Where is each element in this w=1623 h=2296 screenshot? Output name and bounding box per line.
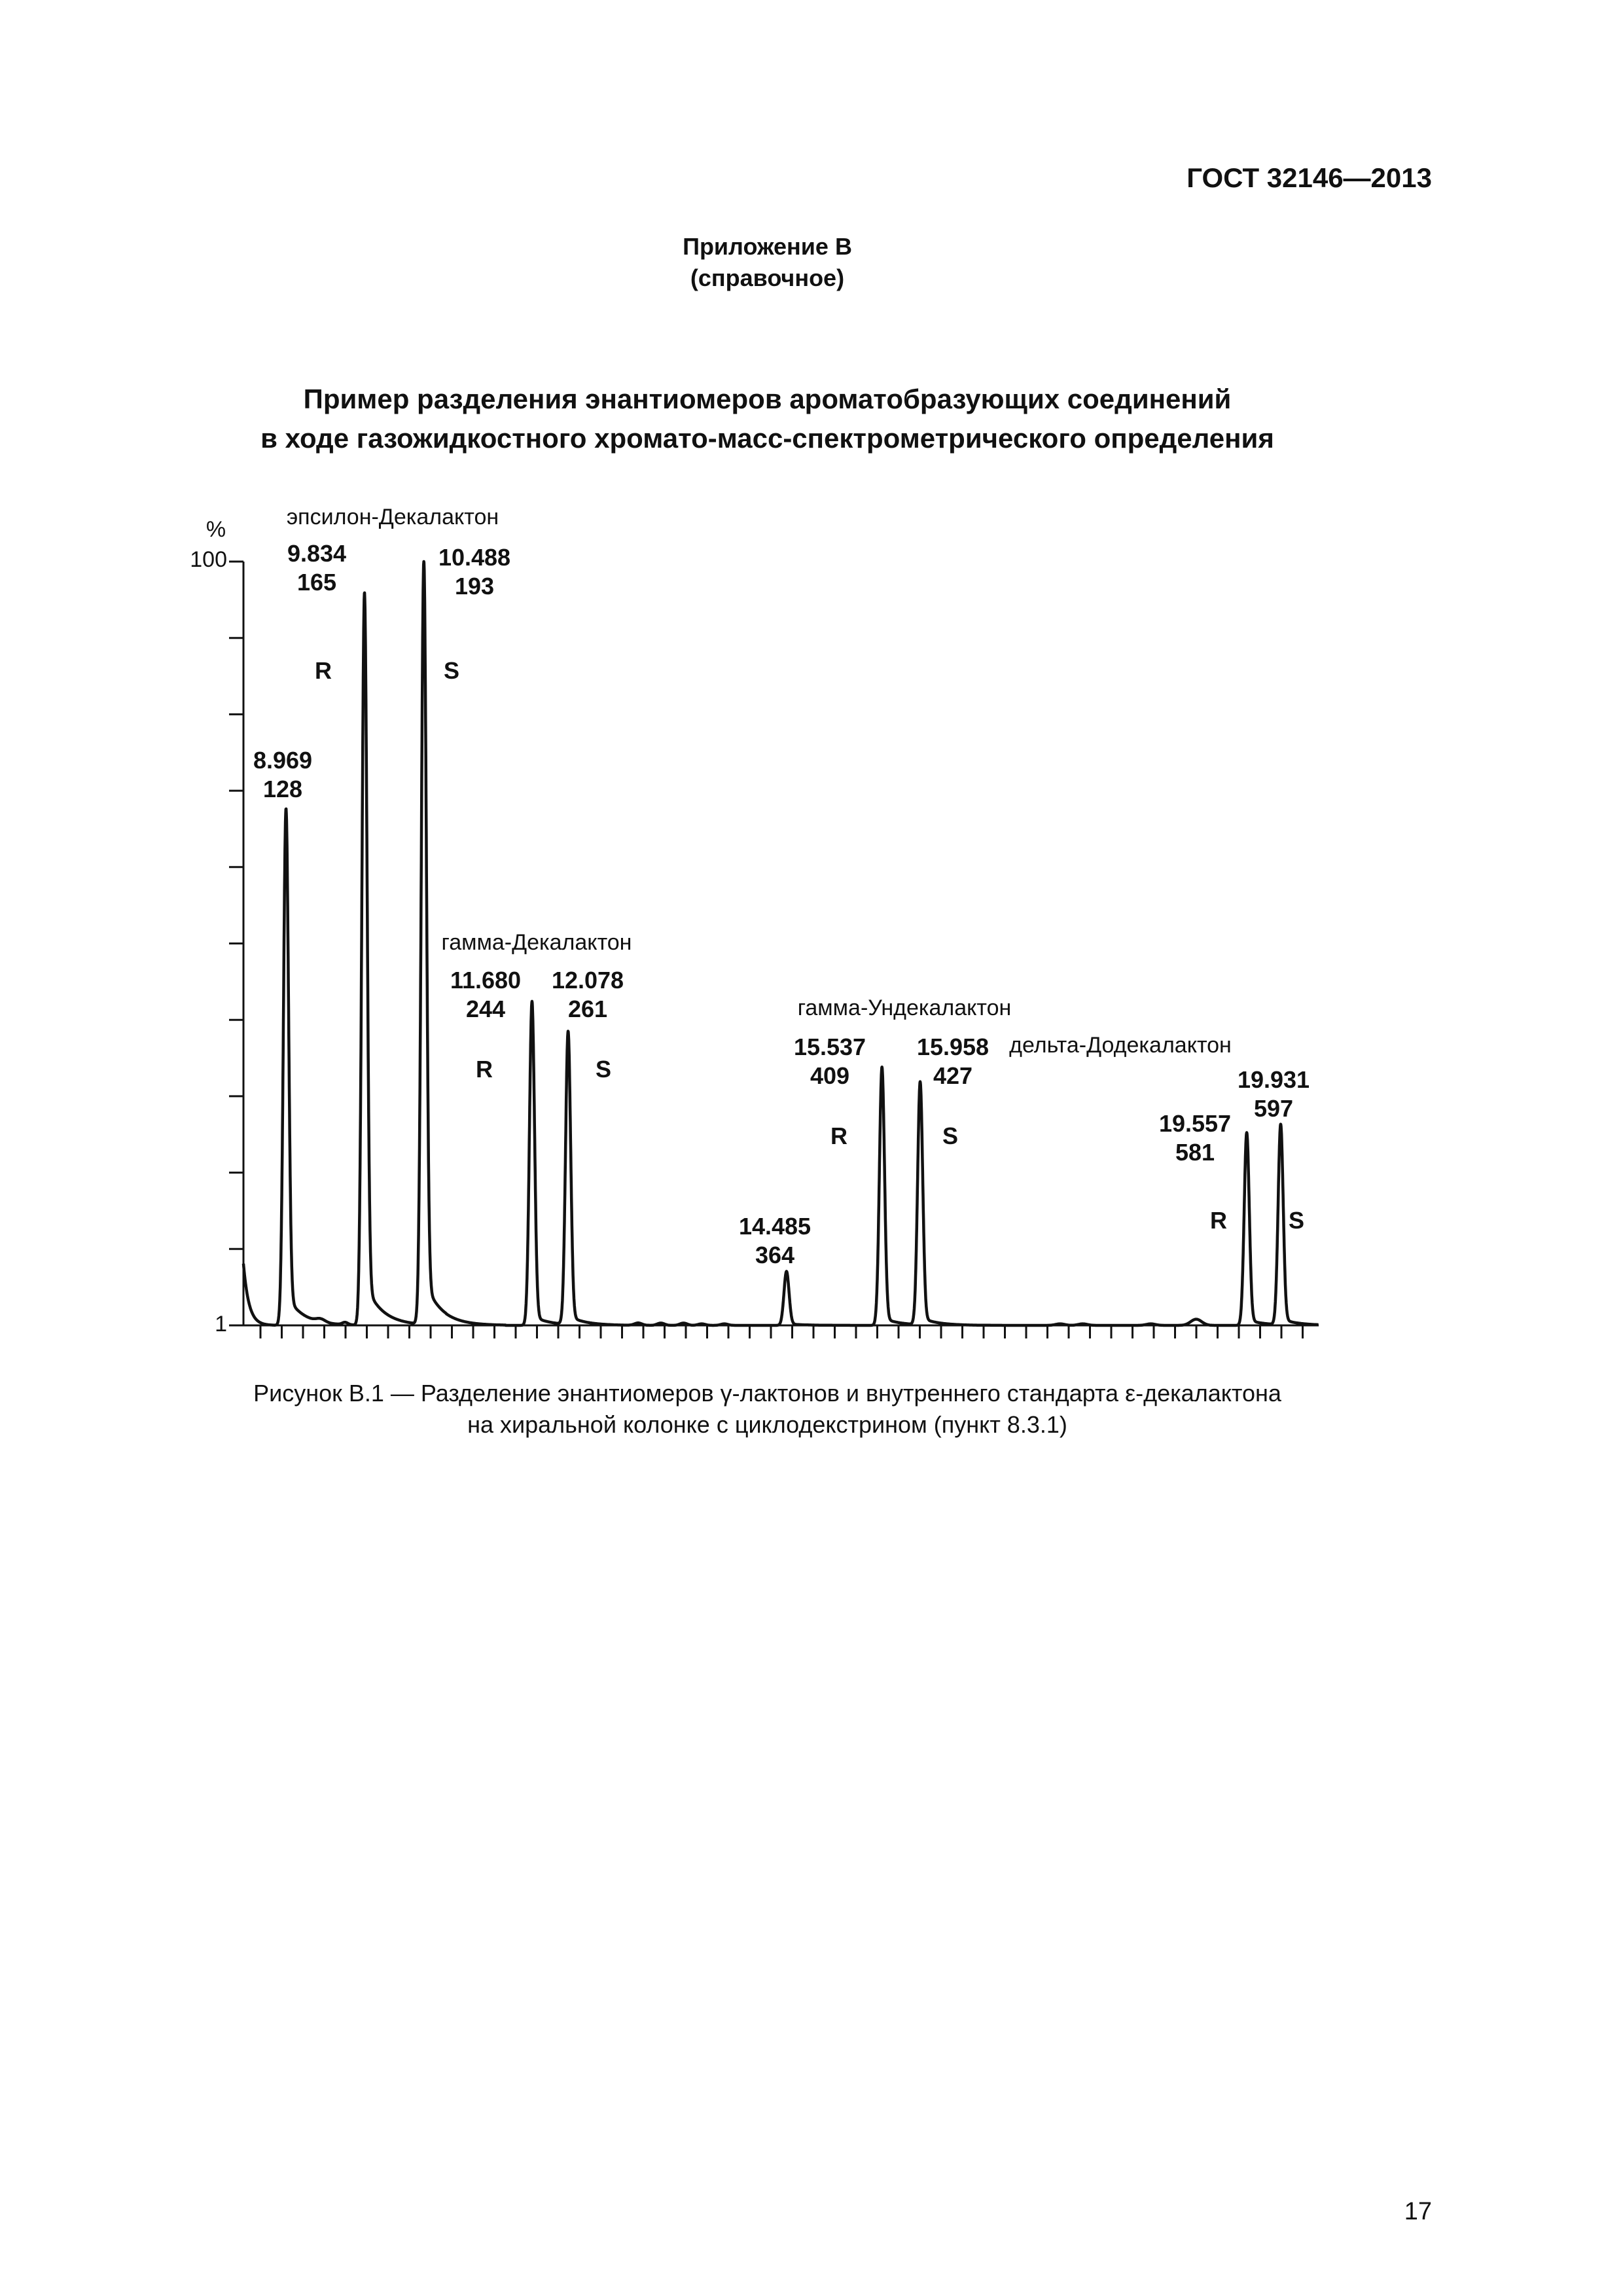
peak-retention-time: 8.969 [253, 747, 313, 774]
page-number: 17 [1404, 2198, 1432, 2225]
peak-retention-time: 19.931 [1237, 1066, 1310, 1093]
peak-scan-number: 128 [262, 776, 303, 802]
peak-configuration-label: S [1288, 1207, 1305, 1234]
peak-scan-number: 409 [810, 1062, 850, 1089]
chromatogram-trace [243, 562, 1319, 1325]
peak-retention-time: 19.557 [1158, 1110, 1232, 1137]
peak-configuration-label: R [476, 1056, 493, 1083]
appendix-title: Приложение В [683, 233, 852, 260]
compound-name: гамма-Декалактон [441, 930, 632, 955]
peak-scan-number: 581 [1175, 1139, 1215, 1166]
figure-caption-line2: на хиральной колонке с циклодекстрином (пункт 8.3.1) [467, 1411, 1067, 1438]
appendix-note: (справочное) [690, 264, 845, 291]
compound-name: эпсилон-Декалактон [286, 505, 499, 529]
peak-scan-number: 193 [454, 573, 495, 600]
peak-scan-number: 427 [933, 1062, 973, 1089]
compound-name: гамма-Ундекалактон [797, 996, 1012, 1020]
peak-labels [253, 505, 1310, 1268]
peak-scan-number: 244 [465, 996, 506, 1022]
compound-name: дельта-Додекалактон [1009, 1033, 1232, 1058]
figure-title-line2: в ходе газожидкостного хромато-масс-спектрометрического определения [260, 423, 1274, 454]
peak-retention-time: 12.078 [551, 967, 624, 994]
y-tick-label: 1 [215, 1312, 227, 1336]
peak-retention-time: 10.488 [438, 544, 511, 571]
peak-retention-time: 15.958 [916, 1033, 990, 1060]
standard-number: ГОСТ 32146—2013 [1186, 162, 1432, 193]
peak-configuration-label: S [942, 1122, 959, 1149]
peak-scan-number: 597 [1253, 1095, 1294, 1122]
figure-caption-line1: Рисунок В.1 — Разделение энантиомеров γ-лактонов и внутреннего стандарта ε-декалактона [253, 1380, 1281, 1407]
peak-configuration-label: R [830, 1122, 847, 1149]
peak-retention-time: 14.485 [738, 1213, 812, 1240]
peak-retention-time: 11.680 [450, 967, 522, 994]
peak-scan-number: 165 [296, 569, 337, 596]
peak-scan-number: 364 [755, 1242, 795, 1268]
peak-scan-number: 261 [567, 996, 608, 1022]
figure-title-line1: Пример разделения энантиомеров ароматобразующих соединений [303, 384, 1232, 414]
peak-configuration-label: S [595, 1056, 612, 1083]
peak-configuration-label: R [1210, 1207, 1227, 1234]
peak-configuration-label: R [315, 657, 332, 684]
y-axis-unit: % [205, 517, 226, 542]
y-tick-label: 100 [190, 547, 227, 572]
peak-configuration-label: S [443, 657, 460, 684]
peak-retention-time: 15.537 [793, 1033, 866, 1060]
peak-retention-time: 9.834 [287, 540, 347, 567]
